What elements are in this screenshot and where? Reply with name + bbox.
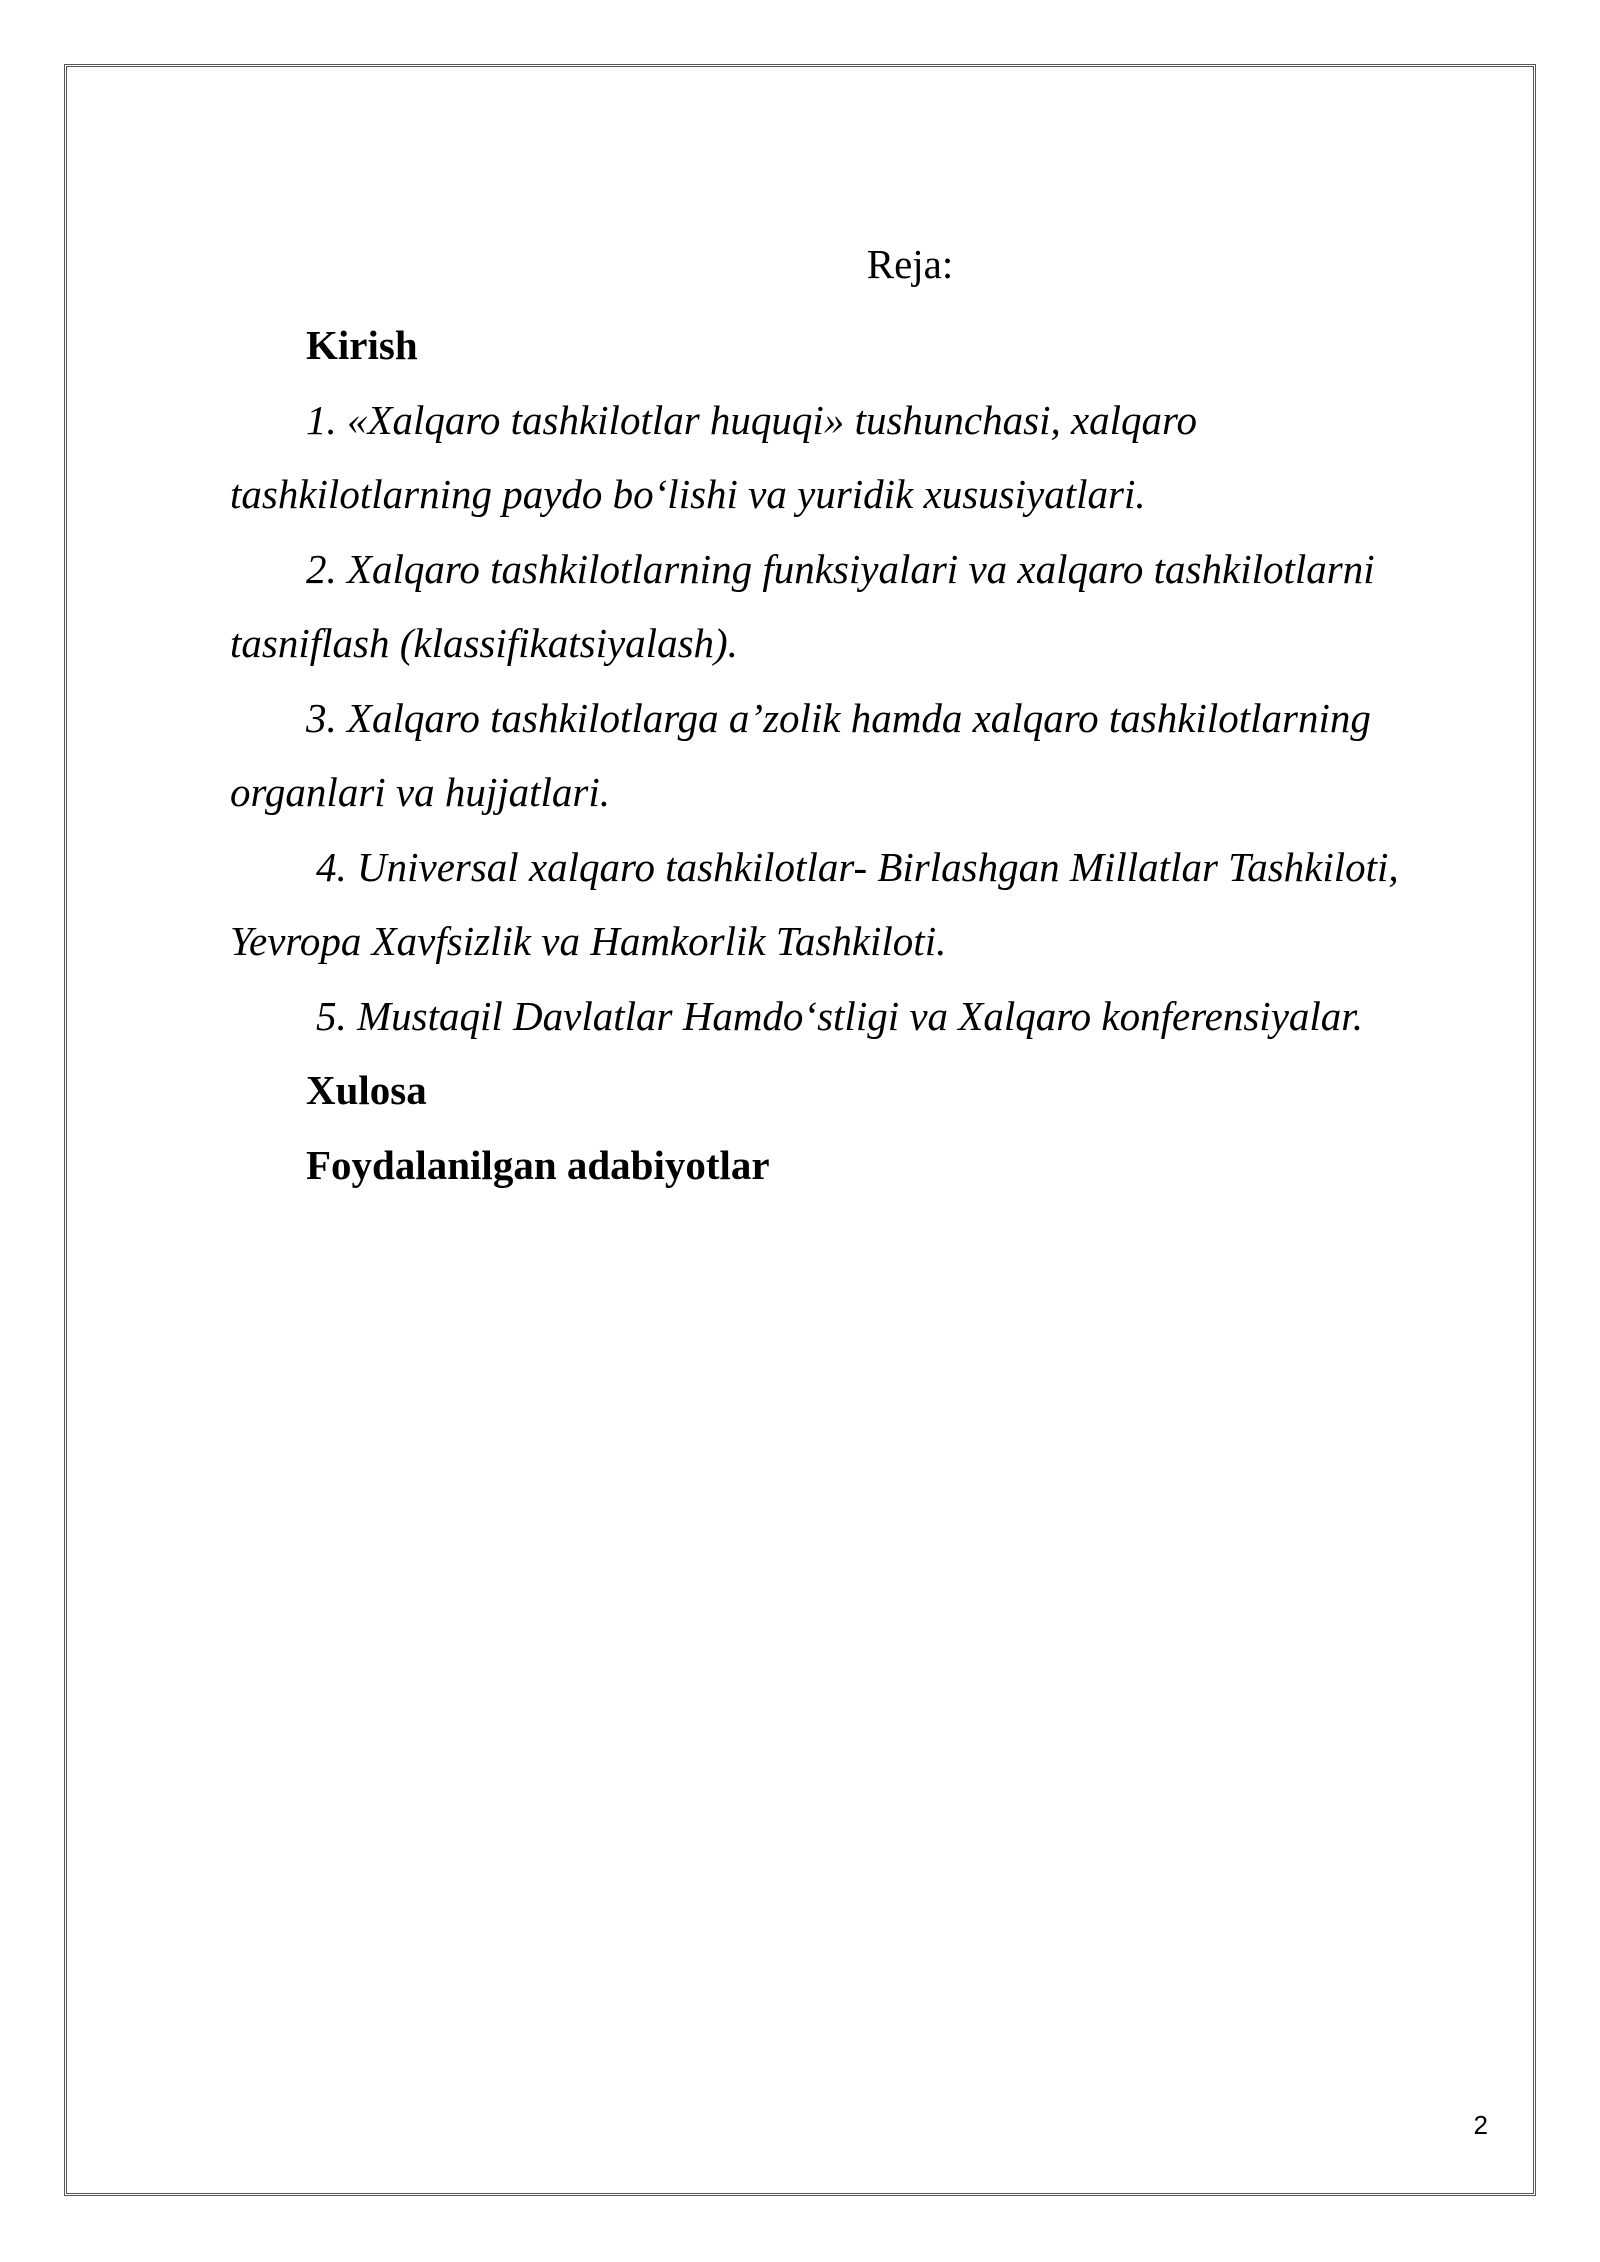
page-number: 2 xyxy=(1473,2110,1488,2140)
page-title: Reja: xyxy=(866,241,954,287)
document-body xyxy=(230,238,1470,1202)
plan-item-2-line-1: 2. Xalqaro tashkilotlarning funksiyalari va xalqaro tashkilotlarni xyxy=(306,545,1375,592)
references-heading: Foydalanilgan adabiyotlar xyxy=(306,1141,770,1188)
plan-item-2-line-2: tasniflash (klassifikatsiyalash). xyxy=(230,620,738,666)
plan-item-5-line-1: 5. Mustaqil Davlatlar Hamdo‘stligi va Xalqaro konferensiyalar. xyxy=(316,992,1363,1039)
plan-item-1-line-2: tashkilotlarning paydo bo‘lishi va yuridik xususiyatlari. xyxy=(230,471,1146,517)
intro-heading: Kirish xyxy=(306,322,418,368)
plan-item-3-line-1: 3. Xalqaro tashkilotlarga a’zolik hamda xalqaro tashkilotlarning xyxy=(306,694,1371,741)
plan-item-1-line-1: 1. «Xalqaro tashkilotlar huquqi» tushunchasi, xalqaro xyxy=(306,396,1197,443)
plan-item-3-line-2: organlari va hujjatlari. xyxy=(230,769,611,815)
plan-item-4-line-1: 4. Universal xalqaro tashkilotlar- Birlashgan Millatlar Tashkiloti, xyxy=(316,843,1399,890)
conclusion-heading: Xulosa xyxy=(306,1067,427,1113)
plan-item-4-line-2: Yevropa Xavfsizlik va Hamkorlik Tashkiloti. xyxy=(230,918,947,964)
